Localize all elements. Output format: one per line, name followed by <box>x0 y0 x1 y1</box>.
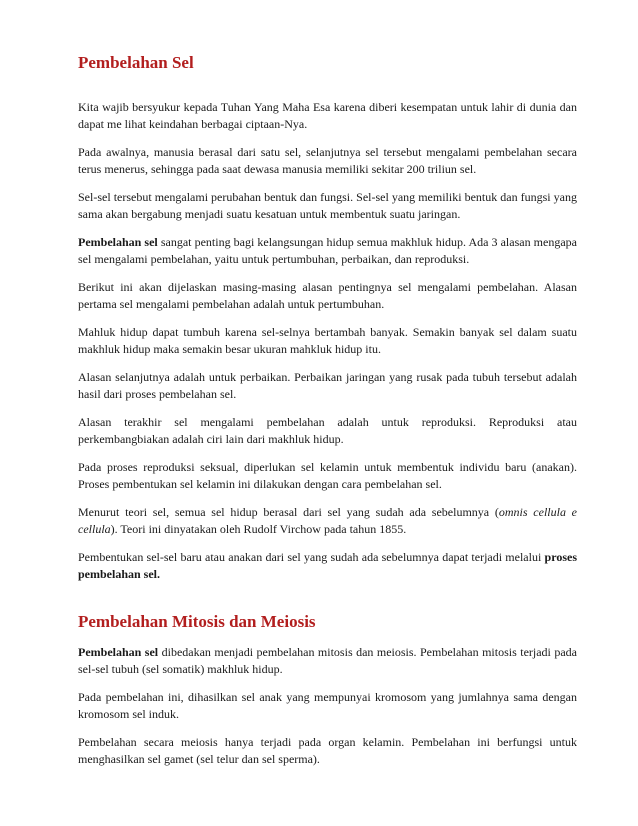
paragraph-14: Pembelahan secara meiosis hanya terjadi pada organ kelamin. Pembelahan ini berfungsi untuk menghasilkan sel gamet (sel telur dan sel sperma). <box>78 735 577 766</box>
paragraph-9: Pada proses reproduksi seksual, diperlukan sel kelamin untuk membentuk individu baru (anakan). Proses pembentukan sel kelamin ini dilakukan dengan cara pembelahan sel. <box>78 460 577 491</box>
section-title-pembelahan-sel: Pembelahan Sel <box>78 53 194 72</box>
paragraph-text: Pembentukan sel-sel baru atau anakan dari sel yang sudah ada sebelumnya dapat terjadi melalui <box>78 550 545 564</box>
paragraph-2: Pada awalnya, manusia berasal dari satu sel, selanjutnya sel tersebut mengalami pembelahan secara terus menerus, sehingga pada saat dewasa manusia memiliki sekitar 200 triliun sel. <box>78 145 577 176</box>
paragraph-text: Menurut teori sel, semua sel hidup berasal dari sel yang sudah ada sebelumnya ( <box>78 505 499 519</box>
paragraph-3: Sel-sel tersebut mengalami perubahan bentuk dan fungsi. Sel-sel yang memiliki bentuk dan fungsi yang sama akan bergabung menjadi suatu kesatuan untuk membentuk suatu jaringan. <box>78 190 577 221</box>
document-body <box>78 52 577 779</box>
paragraph-8: Alasan terakhir sel mengalami pembelahan adalah untuk reproduksi. Reproduksi atau perkembangbiakan adalah ciri lain dari makhluk hidup. <box>78 415 577 446</box>
paragraph-4 <box>78 234 577 268</box>
paragraph-5: Berikut ini akan dijelaskan masing-masing alasan pentingnya sel mengalami pembelahan. Alasan pertama sel mengalami pembelahan adalah untuk pertumbuhan. <box>78 280 577 311</box>
paragraph-12 <box>78 644 577 678</box>
section-title-mitosis-meiosis: Pembelahan Mitosis dan Meiosis <box>78 612 316 631</box>
paragraph-13: Pada pembelahan ini, dihasilkan sel anak yang mempunyai kromosom yang jumlahnya sama dengan kromosom sel induk. <box>78 690 577 721</box>
paragraph-6: Mahluk hidup dapat tumbuh karena sel-selnya bertambah banyak. Semakin banyak sel dalam suatu makhluk hidup maka semakin besar ukuran mahkluk hidup itu. <box>78 325 577 356</box>
paragraph-text: ). Teori ini dinyatakan oleh Rudolf Virchow pada tahun 1855. <box>110 522 407 536</box>
paragraph-text: dibedakan menjadi pembelahan mitosis dan meiosis. Pembelahan mitosis terjadi pada sel-sel tubuh (sel somatik) makhluk hidup. <box>78 645 578 676</box>
paragraph-text: sangat penting bagi kelangsungan hidup semua makhluk hidup. Ada 3 alasan mengapa sel mengalami pembelahan, yaitu untuk pertumbuhan, perbaikan, dan reproduksi. <box>78 235 577 266</box>
paragraph-10 <box>78 504 577 538</box>
paragraph-7: Alasan selanjutnya adalah untuk perbaikan. Perbaikan jaringan yang rusak pada tubuh tersebut adalah hasil dari proses pembelahan sel. <box>78 370 577 401</box>
paragraph-1: Kita wajib bersyukur kepada Tuhan Yang Maha Esa karena diberi kesempatan untuk lahir di dunia dan dapat me lihat keindahan berbagai ciptaan-Nya. <box>78 100 577 131</box>
paragraph-11 <box>78 549 577 583</box>
bold-term: proses pembelahan sel. <box>78 550 577 581</box>
latin-phrase: omnis cellula e cellula <box>78 505 578 536</box>
bold-term: Pembelahan sel <box>78 235 158 249</box>
bold-term: Pembelahan sel <box>78 645 159 659</box>
